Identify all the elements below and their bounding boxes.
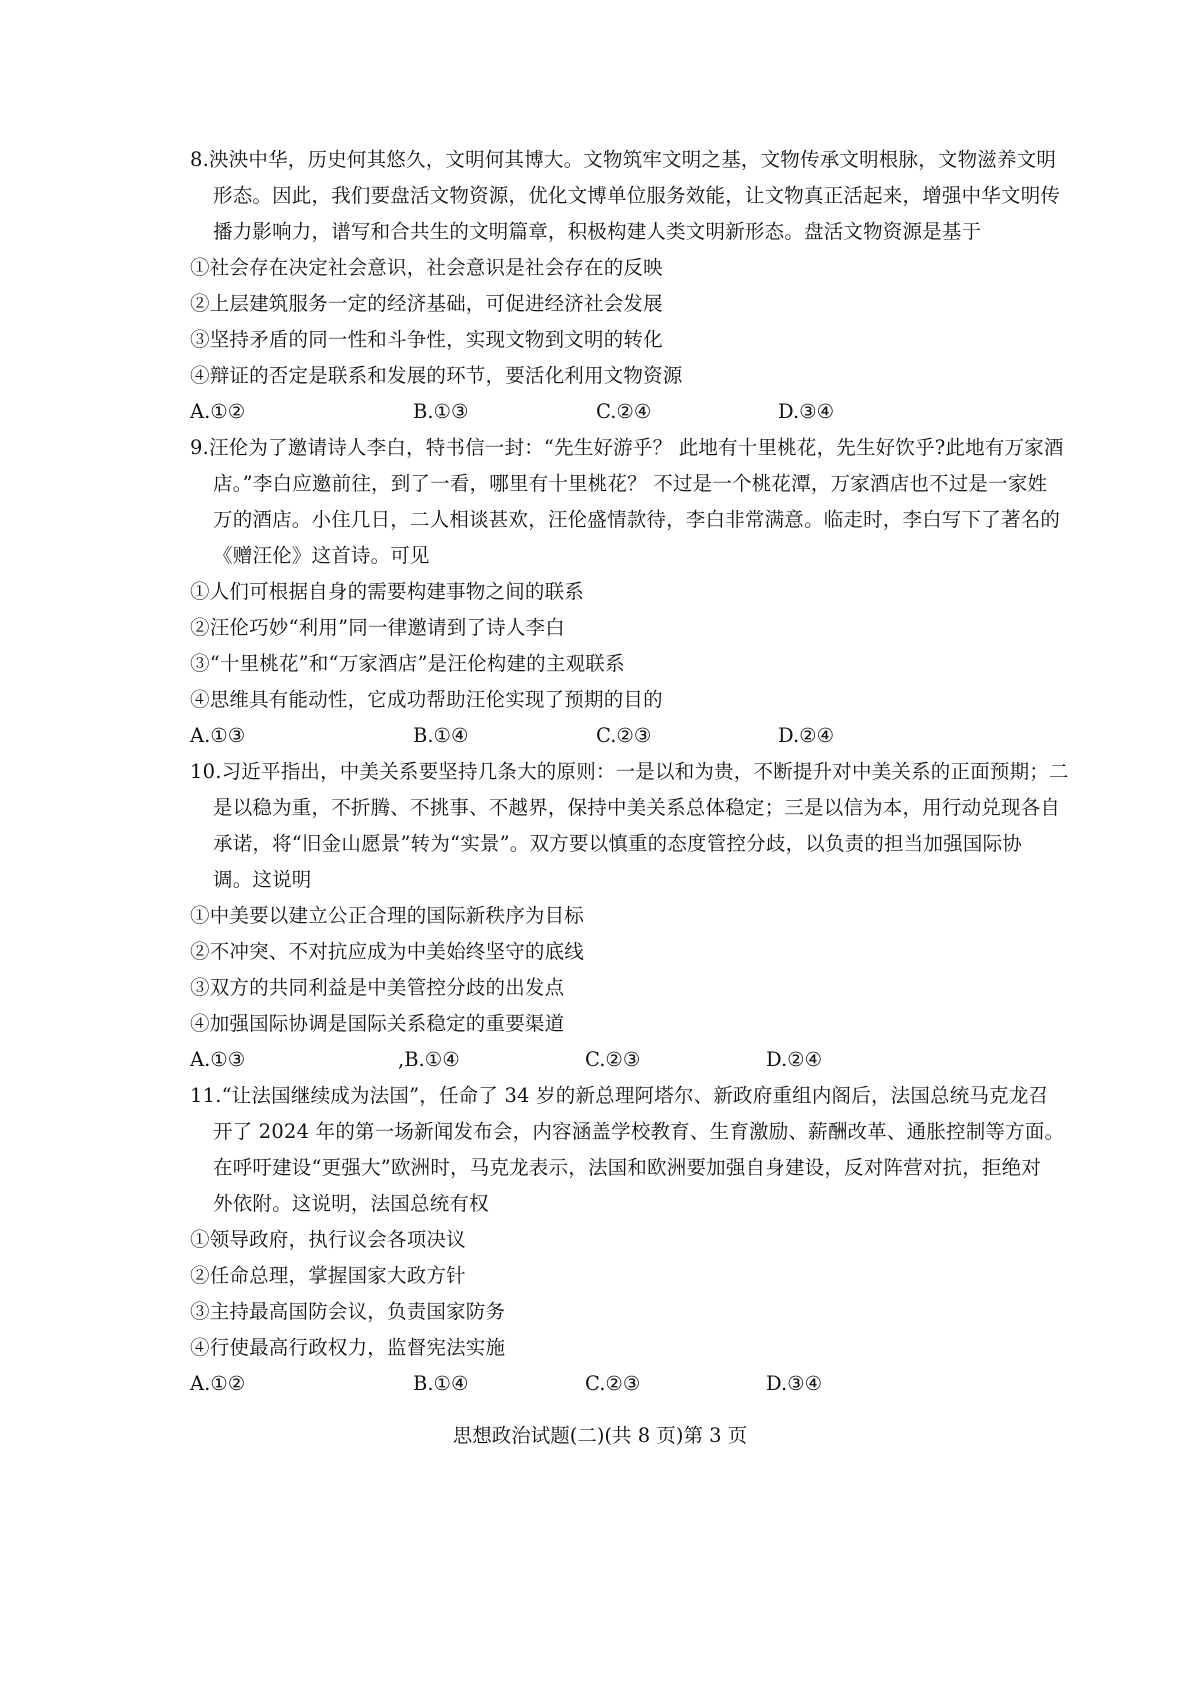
option-c: C.②③ [596,724,652,747]
question-stem-line: 承诺，将“旧金山愿景”转为“实景”。双方要以慎重的态度管控分歧，以负责的担当加强国际协 [213,832,1022,855]
statement: ①社会存在决定社会意识，社会意识是社会存在的反映 [190,256,663,279]
option-b: ,B.①④ [398,1048,460,1071]
statement: ④思维具有能动性，它成功帮助汪伦实现了预期的目的 [190,688,663,711]
option-b: B.①③ [413,400,469,423]
question-stem-line: 开了 2024 年的第一场新闻发布会，内容涵盖学校教育、生育激励、薪酬改革、通胀控制等方面。 [213,1120,1065,1143]
option-d: D.③④ [778,400,835,423]
statement: ③主持最高国防会议，负责国家防务 [190,1300,506,1323]
option-c: C.②③ [585,1372,641,1395]
statement: ③坚持矛盾的同一性和斗争性，实现文物到文明的转化 [190,328,663,351]
statement: ②汪伦巧妙“利用”同一律邀请到了诗人李白 [190,616,565,639]
statement: ②不冲突、不对抗应成为中美始终坚守的底线 [190,940,585,963]
question-stem-line: 8.泱泱中华，历史何其悠久，文明何其博大。文物筑牢文明之基，文物传承文明根脉，文物滋养文明 [190,148,1057,171]
question-stem-line: 《赠汪伦》这首诗。可见 [213,544,430,567]
question-stem-line: 调。这说明 [213,868,312,891]
option-a: A.①② [190,1372,246,1395]
question-stem-line: 9.汪伦为了邀请诗人李白，特书信一封：“先生好游乎？ 此地有十里桃花，先生好饮乎?此地有万家酒 [190,436,1064,459]
option-a: A.①③ [190,1048,246,1071]
question-stem-line: 万的酒店。小住几日，二人相谈甚欢，汪伦盛情款待，李白非常满意。临走时，李白写下了著名的 [213,508,1061,531]
statement: ②上层建筑服务一定的经济基础，可促进经济社会发展 [190,292,663,315]
statement: ②任命总理，掌握国家大政方针 [190,1264,466,1287]
option-d: D.②④ [766,1048,823,1071]
statement: ①中美要以建立公正合理的国际新秩序为目标 [190,904,585,927]
statement: ③双方的共同利益是中美管控分歧的出发点 [190,976,565,999]
statement: ③“十里桃花”和“万家酒店”是汪伦构建的主观联系 [190,652,625,675]
option-c: C.②③ [585,1048,641,1071]
question-stem-line: 在呼吁建设“更强大”欧洲时，马克龙表示，法国和欧洲要加强自身建设，反对阵营对抗，拒绝对 [213,1156,1042,1179]
question-stem-line: 11.“让法国继续成为法国”，任命了 34 岁的新总理阿塔尔、新政府重组内阁后，法国总统马克龙召 [190,1084,1049,1107]
question-stem-line: 店。”李白应邀前往，到了一看，哪里有十里桃花？ 不过是一个桃花潭，万家酒店也不过是一家姓 [213,472,1048,495]
statement: ①人们可根据自身的需要构建事物之间的联系 [190,580,585,603]
option-a: A.①② [190,400,246,423]
statement: ④加强国际协调是国际关系稳定的重要渠道 [190,1012,565,1035]
statement: ①领导政府，执行议会各项决议 [190,1228,466,1251]
question-stem-line: 形态。因此，我们要盘活文物资源，优化文博单位服务效能，让文物真正活起来，增强中华文明传 [213,184,1061,207]
question-stem-line: 是以稳为重，不折腾、不挑事、不越界，保持中美关系总体稳定；三是以信为本，用行动兑现各自 [213,796,1061,819]
option-c: C.②④ [596,400,652,423]
question-stem-line: 10.习近平指出，中美关系要坚持几条大的原则：一是以和为贵，不断提升对中美关系的正面预期；二 [190,760,1069,783]
option-a: A.①③ [190,724,246,747]
question-stem-line: 外依附。这说明，法国总统有权 [213,1192,489,1215]
option-d: D.③④ [766,1372,823,1395]
question-stem-line: 播力影响力，谱写和合共生的文明篇章，积极构建人类文明新形态。盘活文物资源是基于 [213,220,982,243]
statement: ④辩证的否定是联系和发展的环节，要活化利用文物资源 [190,364,683,387]
statement: ④行使最高行政权力，监督宪法实施 [190,1336,506,1359]
option-d: D.②④ [778,724,835,747]
option-b: B.①④ [413,1372,469,1395]
page-footer: 思想政治试题(二)(共 8 页)第 3 页 [452,1424,748,1447]
option-b: B.①④ [413,724,469,747]
